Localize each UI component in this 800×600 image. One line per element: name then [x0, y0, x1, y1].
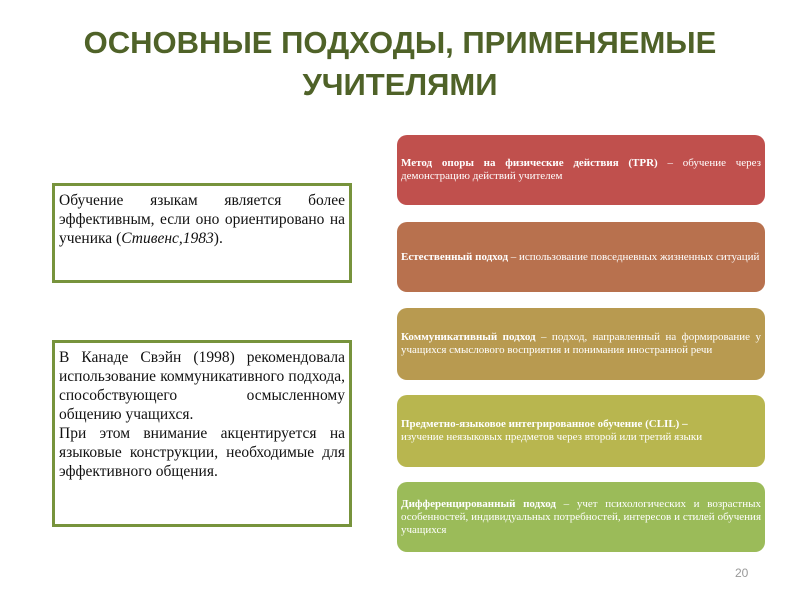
attention-text: При этом внимание акцентируется на языковые конструкции, необходимые для эффективного общения.: [59, 425, 345, 480]
title-line-1: ОСНОВНЫЕ ПОДХОДЫ, ПРИМЕНЯЕМЫЕ: [83, 25, 717, 60]
approach-desc: – учет психологических и возрастных особенностей, индивидуальных потребностей, интересов и стилей обучения учащихся: [401, 497, 762, 536]
approach-clil: [397, 395, 765, 467]
quote-text: Обучение языкам является более эффективным, если оно ориентировано на ученика (: [59, 192, 345, 247]
approach-term: Естественный подход: [401, 250, 509, 263]
title-line-2: УЧИТЕЛЯМИ: [302, 67, 498, 102]
approach-term: Коммуникативный подход: [401, 331, 536, 343]
quote-box: [52, 183, 352, 283]
canada-text: В Канаде Свэйн (1998) рекомендовала использование коммуникативного подхода, способствующего осмысленному общению учащихся.: [59, 349, 345, 423]
approach-desc: – обучение через демонстрацию действий учителем: [401, 157, 761, 182]
approach-tpr: [397, 135, 765, 205]
approach-differentiated: [397, 482, 765, 552]
approach-term: Метод опоры на физические действия (TPR): [401, 157, 658, 169]
approach-desc: – подход, направленный на формирование у учащихся смыслового восприятия и понимания иностранной речи: [401, 331, 761, 356]
approach-communicative: [397, 308, 765, 380]
page-number: 20: [735, 566, 749, 580]
approach-desc: – использование повседневных жизненных ситуаций: [508, 250, 760, 263]
approach-desc: изучение неязыковых предметов через второй или третий языки: [401, 431, 703, 443]
approach-natural: [397, 222, 765, 292]
approach-term: Дифференцированный подход: [401, 497, 556, 510]
approach-term: Предметно-языковое интегрированное обучение (CLIL) –: [401, 418, 688, 430]
quote-citation: Стивенс,1983: [121, 230, 214, 247]
quote-end: ).: [213, 230, 223, 247]
canada-box: [52, 340, 352, 527]
slide-title: [0, 22, 800, 106]
